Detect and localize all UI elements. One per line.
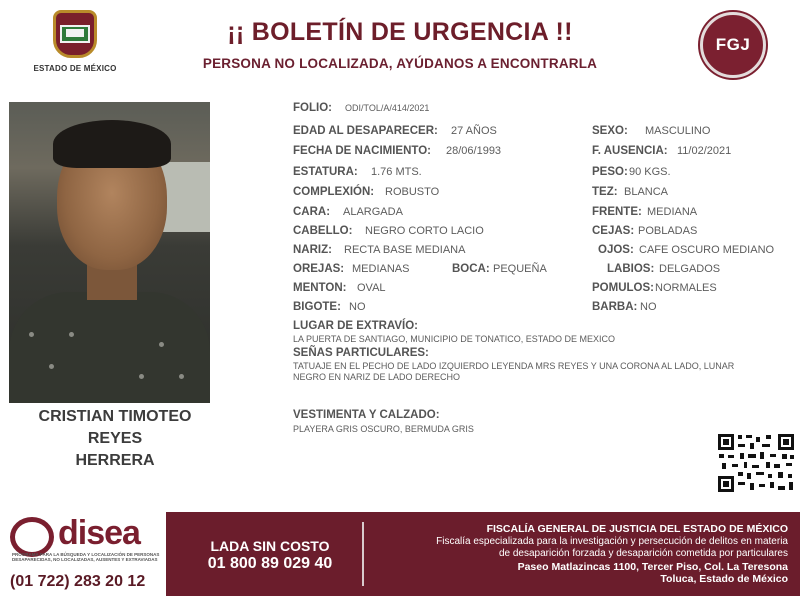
fgj-badge-text: FGJ <box>715 35 751 54</box>
edad-value: 27 AÑOS <box>451 125 497 137</box>
complexion-label: COMPLEXIÓN: <box>293 186 375 198</box>
ojos-label: OJOS: <box>598 244 634 256</box>
odisea-logo-text: disea <box>58 514 140 552</box>
state-logo-caption: ESTADO DE MÉXICO <box>33 64 117 73</box>
tez-value: BLANCA <box>624 186 669 198</box>
sexo-label: SEXO: <box>592 125 628 137</box>
sexo-value: MASCULINO <box>645 125 711 137</box>
cejas-value: POBLADAS <box>638 225 698 237</box>
person-name-line1: CRISTIAN TIMOTEO REYES <box>38 408 192 447</box>
odisea-logo-icon <box>10 517 54 557</box>
senas-particulares-line2: NEGRO EN NARIZ DE LADO DERECHO <box>293 372 461 382</box>
fiscalia-title: FISCALÍA GENERAL DE JUSTICIA DEL ESTADO DE MÉXICO <box>486 523 788 535</box>
orejas-value: MEDIANAS <box>352 263 410 275</box>
vestimenta-value: PLAYERA GRIS OSCURO, BERMUDA GRIS <box>293 424 474 434</box>
fgj-seal-icon <box>700 12 766 78</box>
cejas-label: CEJAS: <box>592 225 635 237</box>
cabello-label: CABELLO: <box>293 225 353 237</box>
estatura-value: 1.76 MTS. <box>371 166 422 178</box>
person-name <box>10 406 220 472</box>
lugar-extravio-value: LA PUERTA DE SANTIAGO, MUNICIPIO DE TONATICO, ESTADO DE MEXICO <box>293 334 616 344</box>
tez-label: TEZ: <box>592 186 618 198</box>
senas-particulares-line1: TATUAJE EN EL PECHO DE LADO IZQUIERDO LEYENDA MRS REYES Y UNA CORONA AL LADO, LUNAR <box>293 361 735 371</box>
complexion-value: ROBUSTO <box>385 186 440 198</box>
person-name-line2: HERRERA <box>75 452 155 469</box>
edad-label: EDAD AL DESAPARECER: <box>293 125 438 137</box>
nariz-label: NARIZ: <box>293 244 332 256</box>
fiscalia-city: Toluca, Estado de México <box>660 573 788 585</box>
folio-label: FOLIO: <box>293 102 332 114</box>
fiscalia-line2: de desaparición forzada y desaparición cometida por particulares <box>498 548 788 559</box>
fiscalia-address: Paseo Matlazincas 1100, Tercer Piso, Col. La Teresona <box>517 560 788 573</box>
boca-label: BOCA: <box>452 263 490 275</box>
peso-value: 90 KGS. <box>629 166 671 178</box>
bigote-label: BIGOTE: <box>293 301 341 313</box>
lada-sin-costo-number: 01 800 89 029 40 <box>207 555 333 572</box>
frente-label: FRENTE: <box>592 206 642 218</box>
fecha-nacimiento-value: 28/06/1993 <box>446 145 502 157</box>
fiscalia-line1: Fiscalía especializada para la investigación y persecución de delitos en materia <box>436 535 788 547</box>
bigote-value: NO <box>349 301 366 313</box>
estado-de-mexico-logo <box>30 10 120 85</box>
senas-particulares-label: SEÑAS PARTICULARES: <box>293 347 429 359</box>
estatura-label: ESTATURA: <box>293 166 358 178</box>
pomulos-value: NORMALES <box>655 282 717 294</box>
barba-value: NO <box>640 301 657 313</box>
orejas-label: OREJAS: <box>293 263 345 275</box>
odisea-phone: (01 722) 283 20 12 <box>10 573 146 590</box>
menton-label: MENTON: <box>293 282 347 294</box>
cara-label: CARA: <box>293 206 331 218</box>
barba-label: BARBA: <box>592 301 638 313</box>
bulletin-subtitle: PERSONA NO LOCALIZADA, AYÚDANOS A ENCONTRARLA <box>202 56 598 71</box>
fiscalia-info <box>372 523 788 586</box>
coat-of-arms-icon <box>53 10 97 58</box>
ausencia-value: 11/02/2021 <box>677 145 732 157</box>
qr-code-icon <box>716 432 796 494</box>
lugar-extravio-label: LUGAR DE EXTRAVÍO: <box>293 320 419 332</box>
folio-value: ODI/TOL/A/414/2021 <box>345 103 430 113</box>
missing-person-photo <box>9 102 210 403</box>
vestimenta-label: VESTIMENTA Y CALZADO: <box>293 409 440 421</box>
boca-value: PEQUEÑA <box>493 263 547 275</box>
menton-value: OVAL <box>357 282 386 294</box>
labios-label: LABIOS: <box>607 263 655 275</box>
frente-value: MEDIANA <box>647 206 698 218</box>
bulletin-title: ¡¡ BOLETÍN DE URGENCIA !! <box>227 18 573 46</box>
lada-sin-costo-label: LADA SIN COSTO <box>210 538 330 554</box>
odisea-program-caption: PROGRAMA PARA LA BÚSQUEDA Y LOCALIZACIÓN DE PERSONAS DESAPARECIDAS, NO LOCALIZADAS, AUSENTES Y EXTRAVIADAS <box>12 552 160 562</box>
footer-divider <box>362 522 364 586</box>
ojos-value: CAFE OSCURO MEDIANO <box>639 244 775 256</box>
cabello-value: NEGRO CORTO LACIO <box>365 225 484 237</box>
fecha-nacimiento-label: FECHA DE NACIMIENTO: <box>293 145 431 157</box>
peso-label: PESO: <box>592 166 628 178</box>
cara-value: ALARGADA <box>343 206 403 218</box>
pomulos-label: POMULOS: <box>592 282 654 294</box>
labios-value: DELGADOS <box>659 263 721 275</box>
nariz-value: RECTA BASE MEDIANA <box>344 244 466 256</box>
ausencia-label: F. AUSENCIA: <box>592 145 668 157</box>
